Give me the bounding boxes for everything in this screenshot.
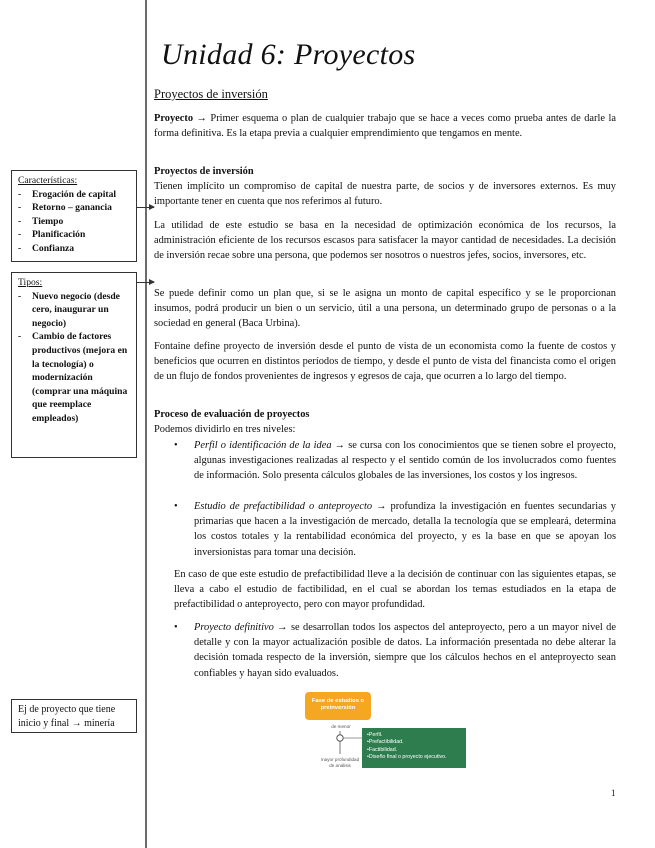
arrow-tipos — [137, 282, 154, 283]
list-item-prefactibilidad — [174, 499, 616, 561]
term-perfil: Perfil o identificación de la idea — [194, 440, 332, 451]
paragraph-proyectos-inversion-body: Tienen implícito un compromiso de capital de nuestra parte, de socios y de inversores externos. Es muy importante tener en cuenta que nos referimos al futuro. — [154, 181, 616, 208]
subheading-proyectos-inversion: Proyectos de inversión — [154, 166, 254, 177]
stages-diagram — [300, 690, 475, 785]
arrow-caracteristicas — [137, 207, 154, 208]
paragraph-definicion: Se puede definir como un plan que, si se le asigna un monto de capital específico y se le proporcionan insumos, podrá producir un bien o un servicio, útil a una persona, un determinado grupo de personas o a la sociedad en general (Baca Urbina). — [154, 288, 616, 330]
list-item-perfil-body: → se cursa con los conocimientos que se tienen sobre el proyecto, algunas investigaciones realizadas al respecto y el sentido común de los involucrados como fuentes de información. Solo presenta cálculos globales de las inversiones, los costos y los ingresos. — [194, 440, 616, 482]
sidebar-caracteristicas-list — [18, 188, 132, 256]
paragraph-proyecto-body: → Primer esquema o plan de cualquier trabajo que se hace a veces como prueba antes de darle la forma definitiva. Es la etapa previa a cualquier emprendimiento que tengamos en mente. — [154, 113, 616, 140]
paragraph-fontaine: Fontaine define proyecto de inversión desde el punto de vista de un economista como la fuente de costos y beneficios que ocurren en distintos períodos de tiempo, y desde el punto de vista del financista como el origen de un flujo de fondos provenientes de ingresos y egresos de caja, que ocurren a lo largo del tiempo. — [154, 341, 616, 383]
page-title: Unidad 6: Proyectos — [161, 38, 416, 71]
term-proyecto: Proyecto — [154, 113, 194, 124]
list-item-perfil — [174, 438, 616, 500]
paragraph-factibilidad: En caso de que este estudio de prefactibilidad lleve a la decisión de continuar con las siguientes etapas, se lleva a cabo el estudio de factibilidad, en el cual se abordan los temas estudiados en la etapa de prefactibilidad o anteproyecto, pero con mayor profundidad. — [174, 569, 616, 611]
sidebar-caracteristicas — [11, 170, 137, 262]
proceso-intro: Podemos dividirlo en tres niveles: — [154, 424, 296, 436]
list-item: - Cambio de factores productivos (mejora en la tecnología) o modernización (comprar una máquina que reemplace empleados) — [18, 330, 132, 425]
preinversion-box: Fase de estudios o preinversión — [305, 692, 371, 720]
stage-item: • Factibilidad. — [367, 747, 462, 754]
sidebar-tipos-heading: Tipos: — [18, 277, 43, 288]
list-item: - Nuevo negocio (desde cero, inaugurar un negocio) — [18, 290, 132, 331]
paragraph-proyectos-inversion — [154, 164, 616, 210]
bullet-mark: • — [174, 440, 178, 451]
paragraph-proyecto — [154, 111, 616, 141]
paragraph-proceso — [154, 407, 616, 437]
list-item-proyecto-definitivo-body: → se desarrollan todos los aspectos del anteproyecto, pero a un mayor nivel de detalle y con la mayor actualización posible de datos. La información presentada no debe alterar la decisión tomada respecto de la inversión, siempre que los cálculos hechos en el anteproyecto sean confiables y hayan sido evaluados. — [194, 622, 616, 679]
diagram-bottom-label: mayor profundidad de análisis — [320, 757, 360, 768]
margin-rule — [145, 0, 147, 848]
sidebar-tipos — [11, 272, 137, 458]
sidebar-caracteristicas-heading: Características: — [18, 175, 78, 186]
term-prefactibilidad: Estudio de prefactibilidad o anteproyecto — [194, 501, 373, 512]
paragraph-utilidad: La utilidad de este estudio se basa en la necesidad de optimización económica de los recursos, la administración eficiente de los recursos escasos para satisfacer la mayor cantidad de necesidades. La decisión de inversión recae sobre una persona, que podemos ser nosotros o nuestros jefes, socios, inversores, etc. — [154, 220, 616, 262]
depth-marker — [337, 735, 343, 741]
list-item-prefactibilidad-body: → profundiza la investigación en fuentes secundarias y primarias que hacen a la investigación de mercado, detalla la tecnología que se empleará, determina los costos totales y la rentabilidad económica del proyecto, y es la base en que se apoyan los inversionistas para tomar una decisión. — [194, 501, 616, 558]
sidebar-ejemplo — [11, 699, 137, 733]
bullet-mark: • — [174, 501, 178, 512]
sidebar-tipos-list — [18, 290, 132, 426]
list-item: - Confianza — [18, 242, 132, 256]
stages-box — [362, 728, 466, 768]
list-item: - Tiempo — [18, 215, 132, 229]
page-number: 1 — [611, 788, 616, 798]
list-item-proyecto-definitivo — [174, 620, 616, 682]
section-heading: Proyectos de inversión — [154, 87, 268, 101]
term-proyecto-definitivo: Proyecto definitivo — [194, 622, 274, 633]
subheading-proceso: Proceso de evaluación de proyectos — [154, 409, 310, 420]
list-item: - Planificación — [18, 228, 132, 242]
stage-item: • Perfil. — [367, 732, 462, 739]
list-item: - Retorno – ganancia — [18, 201, 132, 215]
bullet-mark: • — [174, 622, 178, 633]
diagram-top-label: de menor — [331, 724, 351, 729]
stage-item: • Prefactibilidad. — [367, 739, 462, 746]
list-item: - Erogación de capital — [18, 188, 132, 202]
sidebar-ejemplo-text: Ej de proyecto que tiene inicio y final → minería — [18, 704, 116, 729]
stage-item: • Diseño final o proyecto ejecutivo. — [367, 754, 462, 761]
